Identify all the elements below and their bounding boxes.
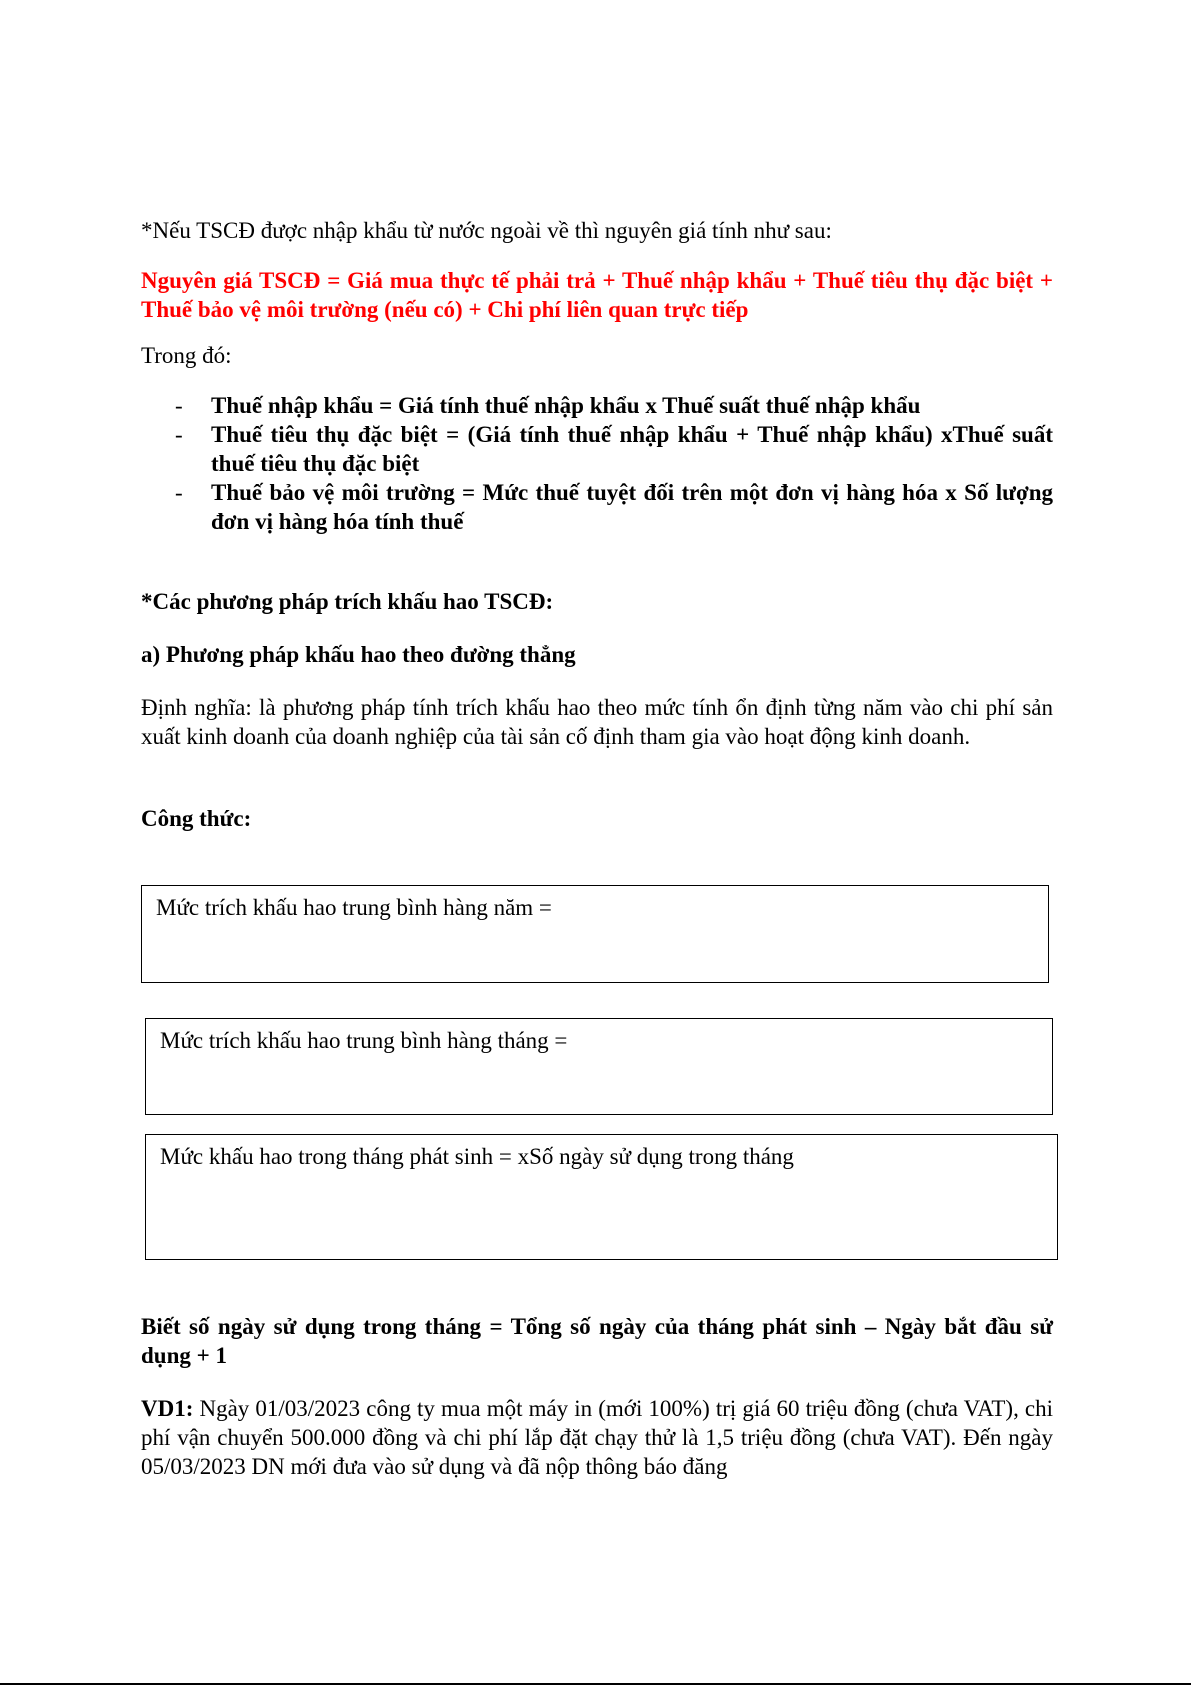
example-paragraph: [141, 1394, 1053, 1481]
formula-box-monthly: [145, 1018, 1053, 1115]
intro-import: *Nếu TSCĐ được nhập khẩu từ nước ngoài về thì nguyên giá tính như sau:: [141, 218, 832, 243]
formula-label: Công thức:: [141, 806, 252, 831]
bullet-dash: -: [175, 422, 183, 447]
example-text: Ngày 01/03/2023 công ty mua một máy in (mới 100%) trị giá 60 triệu đồng (chưa VAT), chi phí vận chuyển 500.000 đồng và chi phí lắp đặt chạy thử là 1,5 triệu đồng (chưa VAT). Đến ngày 05/03/2023 DN mới đưa vào sử dụng và đã nộp thông báo đăng: [141, 1396, 1053, 1479]
days-note: Biết số ngày sử dụng trong tháng = Tổng số ngày của tháng phát sinh – Ngày bắt đầu sử dụng + 1: [141, 1314, 1053, 1368]
tax-bullet-list: [141, 391, 1053, 536]
methods-heading: *Các phương pháp trích khấu hao TSCĐ:: [141, 589, 554, 614]
bullet-dash: -: [175, 480, 183, 505]
definition-paragraph: Định nghĩa: là phương pháp tính trích khấu hao theo mức tính ổn định từng năm vào chi phí sản xuất kinh doanh của doanh nghiệp của tài sản cố định tham gia vào hoạt động kinh doanh.: [141, 695, 1053, 749]
formula-import: Nguyên giá TSCĐ = Giá mua thực tế phải trả + Thuế nhập khẩu + Thuế tiêu thụ đặc biệt + Thuế bảo vệ môi trường (nếu có) + Chi phí liên quan trực tiếp: [141, 268, 1053, 322]
formula-yearly-text: Mức trích khấu hao trung bình hàng năm =: [156, 895, 552, 920]
where-label: Trong đó:: [141, 343, 232, 368]
formula-box-yearly: [141, 885, 1049, 983]
bullet-import-tax: - Thuế nhập khẩu = Giá tính thuế nhập khẩu x Thuế suất thuế nhập khẩu: [175, 393, 921, 418]
bullet-dash: -: [175, 393, 183, 418]
formula-month-occur-text: Mức khấu hao trong tháng phát sinh = xSố ngày sử dụng trong tháng: [160, 1144, 794, 1169]
bullet-environment-tax: - Thuế bảo vệ môi trường = Mức thuế tuyệt đối trên một đơn vị hàng hóa x Số lượng đơn vị hàng hóa tính thuế: [175, 480, 1053, 534]
formula-monthly-text: Mức trích khấu hao trung bình hàng tháng =: [160, 1028, 568, 1053]
example-label: VD1:: [141, 1396, 194, 1421]
method-a-heading: a) Phương pháp khấu hao theo đường thẳng: [141, 642, 576, 667]
formula-box-month-occur: [145, 1134, 1058, 1260]
bullet-excise-tax: - Thuế tiêu thụ đặc biệt = (Giá tính thuế nhập khẩu + Thuế nhập khẩu) xThuế suất thuế tiêu thụ đặc biệt: [175, 422, 1053, 476]
